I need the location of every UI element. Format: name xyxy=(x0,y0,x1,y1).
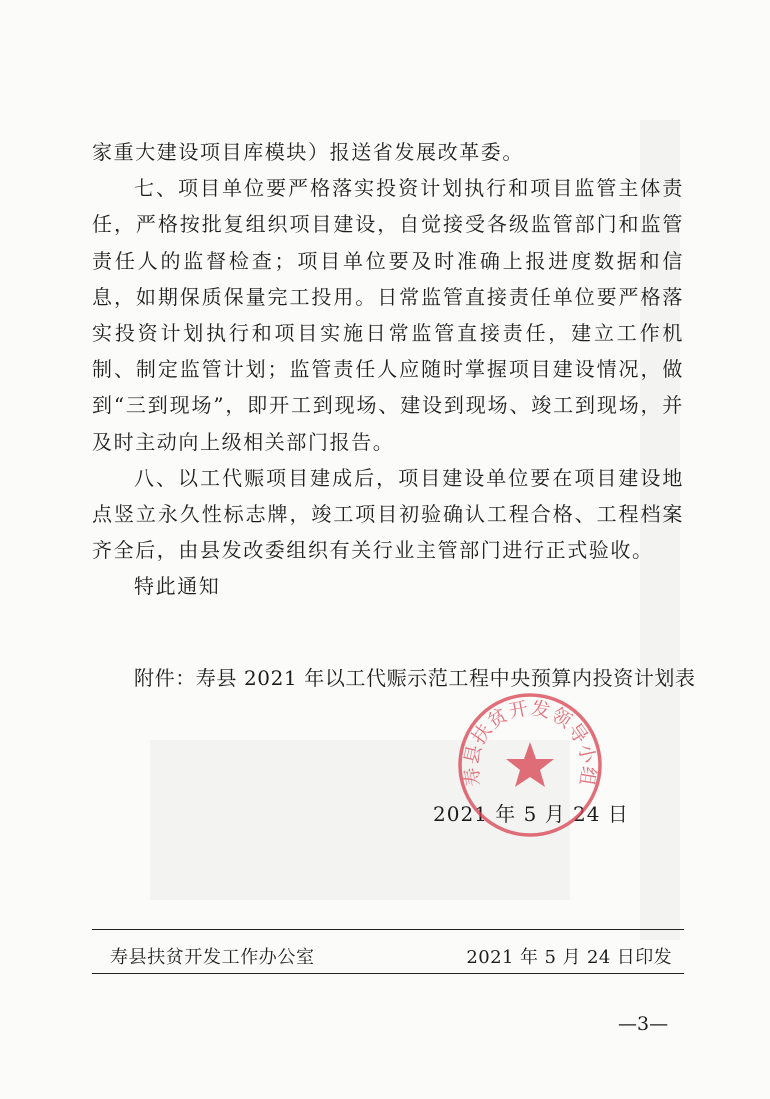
paragraph-continuation: 家重大建设项目库模块）报送省发展改革委。 xyxy=(92,140,524,164)
paragraph-item-8: 八、以工代赈项目建成后，项目建设单位要在项目建设地点竖立永久性标志牌，竣工项目初验确认工程合格、工程档案齐全后，由县发改委组织有关行业主管部门进行正式验收。 xyxy=(92,465,684,563)
closing-notice: 特此通知 xyxy=(134,574,221,599)
footer-bottom-rule xyxy=(92,973,684,974)
official-seal xyxy=(455,690,605,840)
seal-text: 寿县扶贫开发领导小组 xyxy=(460,697,600,789)
seal-star-icon xyxy=(506,742,554,787)
paragraph-item-7: 七、项目单位要严格落实投资计划执行和项目监管主体责任，严格按批复组织项目建设，自觉接受各级监管部门和监管责任人的监督检查；项目单位要及时准确上报进度数据和信息，如期保质保量完工投用。日常监管直接责任单位要严格落实投资计划执行和项目实施日常监管直接责任，建立工作机制、制定监管计划；监管责任人应随时掌握项目建设情况，做到“三到现场”，即开工到现场、建设到现场、竣工到现场，并及时主动向上级相关部门报告。 xyxy=(92,176,684,454)
print-date: 2021 年 5 月 24 日印发 xyxy=(466,947,672,968)
signature-date: 2021 年 5 月 24 日 xyxy=(433,802,629,826)
page-number: —3— xyxy=(618,1013,669,1035)
issuing-office: 寿县扶贫开发工作办公室 xyxy=(110,947,315,968)
footer-top-rule xyxy=(92,929,684,930)
attachment-line: 附件：寿县 2021 年以工代赈示范工程中央预算内投资计划表 xyxy=(134,666,696,690)
body-text xyxy=(92,134,684,605)
